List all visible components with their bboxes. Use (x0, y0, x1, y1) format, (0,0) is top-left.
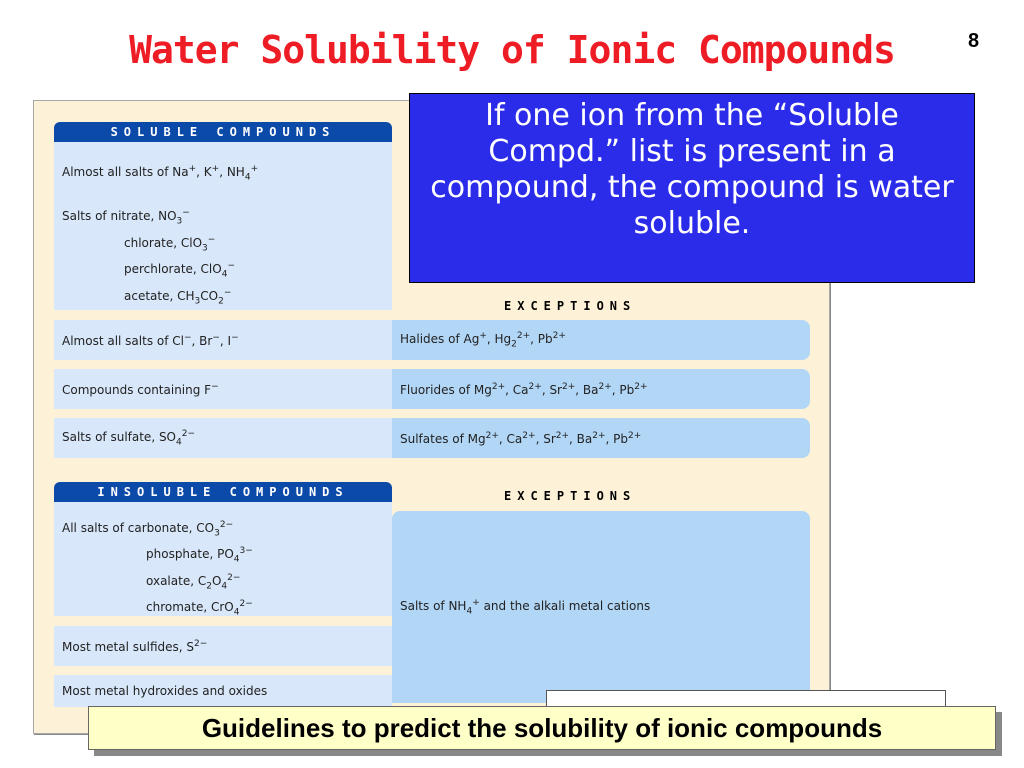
text-frag: 4 (176, 437, 182, 448)
text-frag: − (223, 287, 232, 298)
text-frag: + (211, 164, 220, 174)
text-frag: 4 (466, 606, 473, 617)
text-frag: , Ba (569, 431, 593, 446)
insoluble-carbonate-row (62, 516, 384, 542)
text-frag: and the alkali metal cations (479, 598, 651, 613)
text-frag: 4 (233, 554, 240, 565)
text-frag: 2 (511, 339, 517, 350)
slide-title: Water Solubility of Ionic Compounds (129, 28, 895, 72)
halides-exception-cell (392, 320, 810, 360)
text-frag: 3 (194, 295, 201, 306)
text-frag: , K (196, 165, 212, 179)
text-frag: + (188, 164, 197, 174)
text-frag: 2+ (485, 430, 499, 441)
exceptions-label: EXCEPTIONS (504, 299, 637, 313)
text-frag: 2+ (592, 430, 606, 441)
insoluble-phosphate-row (62, 542, 384, 568)
text-frag: CO (200, 288, 219, 303)
text-frag: 2+ (634, 381, 648, 392)
text-frag: , Sr (541, 382, 562, 397)
text-frag: 2− (194, 638, 208, 649)
text-frag: 3 (176, 216, 183, 227)
caption: Guidelines to predict the solubility of ionic compounds (88, 706, 996, 750)
text-frag: 2+ (598, 381, 612, 392)
text-frag: Salts of nitrate, NO (62, 209, 177, 224)
soluble-perchlorate-row (62, 257, 384, 283)
text-frag: Almost all salts of Na (62, 165, 189, 179)
text-frag: chlorate, ClO (124, 235, 203, 250)
text-frag: , NH (219, 165, 245, 179)
text-frag: + (472, 597, 480, 608)
text-frag: 4 (244, 172, 251, 183)
text-frag: Salts of NH (400, 598, 467, 613)
text-frag: 4 (221, 581, 228, 592)
text-frag: , Pb (530, 331, 553, 346)
insoluble-compounds-header: INSOLUBLE COMPOUNDS (54, 482, 392, 502)
text-frag: 2− (181, 428, 196, 439)
soluble-sulfate-cell (54, 418, 392, 458)
text-frag: + (479, 330, 487, 341)
insoluble-oxalate-row (62, 569, 384, 595)
insoluble-exception-cell (392, 511, 810, 703)
text-frag: Almost all salts of Cl (62, 333, 184, 348)
text-frag: , Ca (498, 431, 523, 446)
insoluble-carbonate-group (54, 502, 392, 616)
text-frag: , Hg (486, 331, 512, 346)
text-frag: 2 (218, 295, 224, 306)
text-frag: Salts of sulfate, SO (62, 429, 177, 444)
text-frag: , Br (191, 333, 213, 348)
text-frag: − (231, 332, 239, 343)
text-frag: acetate, CH (124, 288, 195, 303)
text-frag: All salts of carbonate, CO (62, 521, 215, 535)
text-frag: , Ca (505, 382, 529, 397)
text-frag: , Sr (535, 431, 556, 446)
soluble-alkali-row (62, 160, 384, 186)
fluoride-exception-cell (392, 369, 810, 409)
insoluble-chromate-row (62, 595, 384, 621)
soluble-halides-cell (54, 320, 392, 360)
text-frag: 2+ (562, 381, 576, 392)
text-frag: − (182, 208, 190, 219)
text-frag: 4 (221, 269, 228, 280)
soluble-fluoride-cell (54, 369, 392, 409)
text-frag: Halides of Ag (400, 331, 480, 346)
text-frag: 2+ (516, 330, 531, 341)
text-frag: , I (219, 333, 232, 348)
text-frag: 2+ (522, 430, 536, 441)
text-frag: 2+ (555, 430, 570, 441)
text-frag: O (211, 573, 222, 588)
insoluble-hydroxides-cell (54, 675, 392, 707)
text-frag: 3 (202, 243, 208, 254)
text-frag: + (250, 164, 259, 174)
text-frag: Compounds containing F (62, 382, 212, 397)
text-frag: Fluorides of Mg (400, 382, 492, 397)
text-frag: − (207, 234, 216, 245)
text-frag: 2+ (528, 381, 542, 392)
text-frag: 2− (239, 599, 253, 610)
text-frag: 2− (227, 572, 241, 583)
text-frag: − (212, 332, 220, 343)
callout-box: If one ion from the “Soluble Compd.” list is present in a compound, the compound is water soluble. (409, 93, 975, 283)
soluble-group-box (54, 142, 392, 310)
text-frag: 3 (214, 528, 220, 539)
text-frag: 3− (239, 546, 253, 557)
text-frag: 2+ (628, 430, 642, 441)
text-frag: 2+ (491, 381, 506, 392)
text-frag: perchlorate, ClO (124, 262, 222, 277)
soluble-compounds-header: SOLUBLE COMPOUNDS (54, 122, 392, 142)
sulfate-exception-cell (392, 418, 810, 458)
text-frag: 2+ (552, 330, 566, 341)
soluble-nitrate-row (62, 204, 384, 230)
text-frag: phosphate, PO (146, 547, 234, 562)
text-frag: − (184, 332, 192, 343)
slide-number: 8 (968, 30, 980, 52)
text-frag: , Ba (575, 382, 599, 397)
exceptions-label: EXCEPTIONS (504, 489, 637, 503)
text-frag: Sulfates of Mg (400, 431, 486, 446)
insoluble-sulfides-cell (54, 626, 392, 666)
text-frag: oxalate, C (146, 573, 207, 588)
text-frag: 4 (233, 607, 240, 618)
text-frag: 2− (219, 520, 234, 530)
text-frag: , Pb (611, 382, 635, 397)
text-frag: chromate, CrO (146, 600, 234, 615)
text-frag: − (211, 381, 219, 392)
text-frag: Most metal hydroxides and oxides (62, 684, 268, 698)
text-frag: , Pb (605, 431, 629, 446)
text-frag: − (227, 261, 235, 272)
text-frag: 2 (206, 581, 212, 592)
soluble-acetate-row (62, 284, 384, 310)
soluble-chlorate-row (62, 231, 384, 257)
text-frag: Most metal sulfides, S (62, 639, 194, 654)
